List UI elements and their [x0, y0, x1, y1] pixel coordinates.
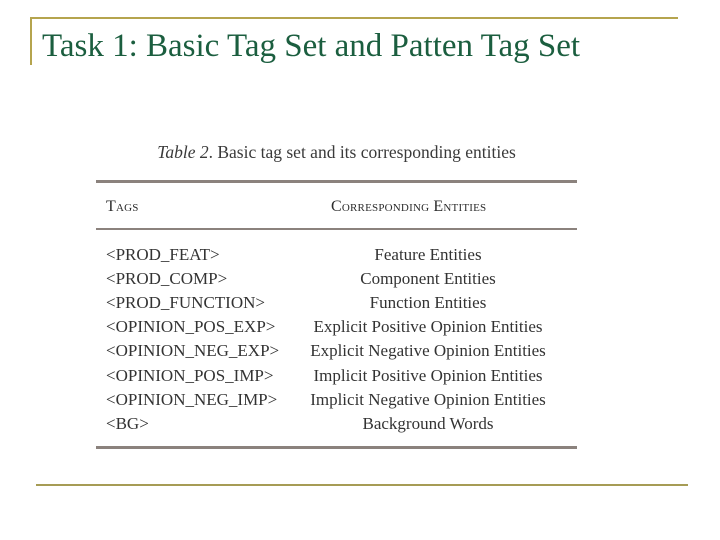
entity-cell: Implicit Negative Opinion Entities	[310, 390, 546, 409]
table-top-rule	[96, 180, 577, 183]
entity-cell: Background Words	[362, 414, 494, 433]
tag-cell: <PROD_FEAT>	[106, 245, 220, 264]
table-caption-text: . Basic tag set and its corresponding entities	[208, 142, 516, 162]
table-bottom-rule	[96, 446, 577, 449]
table-row	[96, 315, 577, 339]
entity-cell: Implicit Positive Opinion Entities	[313, 366, 543, 385]
tag-cell: <OPINION_POS_IMP>	[106, 366, 274, 385]
tag-cell: <OPINION_NEG_IMP>	[106, 390, 278, 409]
table-row	[96, 364, 577, 388]
table-row	[96, 412, 577, 436]
tag-cell: <PROD_COMP>	[106, 269, 228, 288]
table-row	[96, 267, 577, 291]
tag-cell: <BG>	[106, 414, 149, 433]
table-caption-label: Table 2	[157, 142, 209, 162]
table-row	[96, 291, 577, 315]
frame-left-rule	[30, 17, 32, 65]
table-row	[96, 243, 577, 267]
entity-cell: Explicit Positive Opinion Entities	[313, 317, 543, 336]
entity-cell: Explicit Negative Opinion Entities	[310, 341, 546, 360]
entity-cell: Component Entities	[360, 269, 496, 288]
tag-cell: <OPINION_NEG_EXP>	[106, 341, 280, 360]
frame-bottom-rule	[36, 484, 688, 486]
table-header-rule	[96, 228, 577, 230]
frame-top-rule	[30, 17, 678, 19]
table-row	[96, 339, 577, 363]
tag-cell: <PROD_FUNCTION>	[106, 293, 265, 312]
entity-cell: Function Entities	[369, 293, 487, 312]
column-header-entities: Corresponding Entities	[331, 198, 487, 215]
table-caption	[96, 140, 577, 164]
table-row	[96, 388, 577, 412]
tag-cell: <OPINION_POS_EXP>	[106, 317, 276, 336]
column-header-tags: Tags	[106, 198, 139, 215]
slide-title: Task 1: Basic Tag Set and Patten Tag Set	[42, 28, 581, 64]
entity-cell: Feature Entities	[374, 245, 482, 264]
